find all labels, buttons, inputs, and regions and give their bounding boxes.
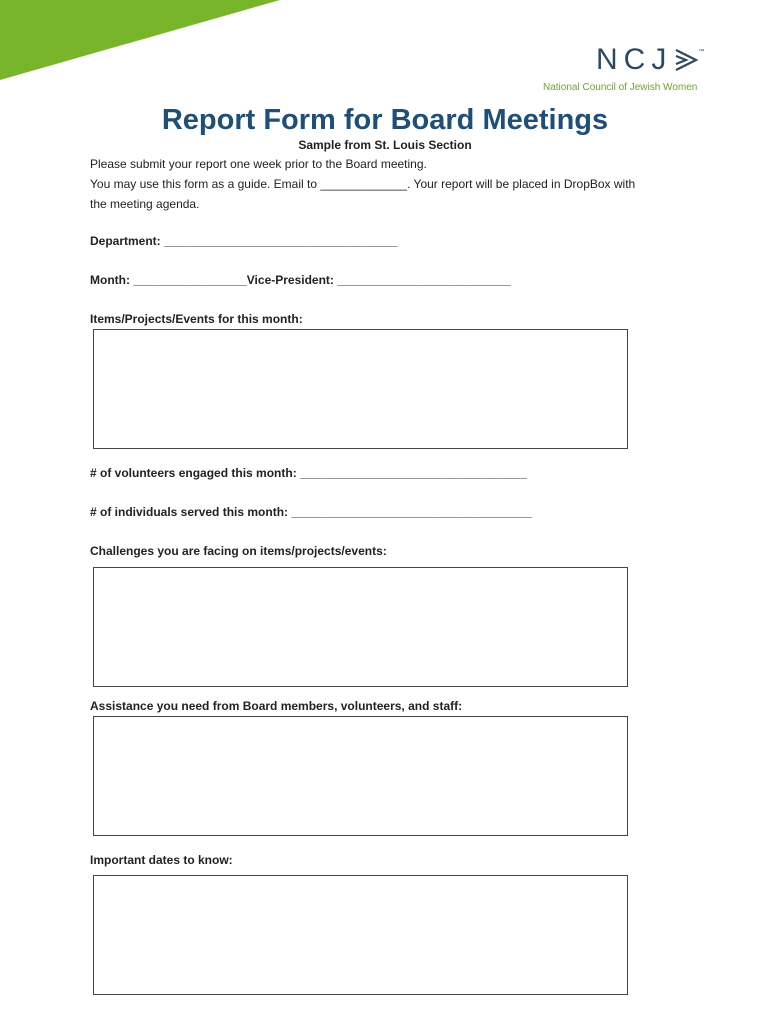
green-corner-banner [0, 0, 290, 90]
department-field[interactable]: Department: ___________________________________ [90, 234, 398, 248]
logo-mark [596, 44, 704, 76]
intro-line-1: Please submit your report one week prior to the Board meeting. [90, 157, 427, 171]
trademark-mark: ™ [698, 49, 705, 55]
assistance-textbox[interactable] [93, 716, 628, 836]
volunteers-field[interactable]: # of volunteers engaged this month: __________________________________ [90, 466, 527, 480]
logo-letters: NCJ [596, 43, 673, 76]
intro-text [90, 154, 690, 214]
page-subtitle: Sample from St. Louis Section [298, 138, 472, 152]
ncjw-logo [540, 43, 705, 94]
dates-textbox[interactable] [93, 875, 628, 995]
month-vice-president-field[interactable]: Month: _________________Vice-President: __________________________ [90, 273, 511, 287]
individuals-field[interactable]: # of individuals served this month: ____________________________________ [90, 505, 532, 519]
dates-label: Important dates to know: [90, 853, 233, 867]
org-name: National Council of Jewish Women [543, 82, 698, 93]
items-textbox[interactable] [93, 329, 628, 449]
items-label: Items/Projects/Events for this month: [90, 312, 303, 326]
challenges-label: Challenges you are facing on items/projects/events: [90, 544, 387, 558]
intro-line-3: the meeting agenda. [90, 197, 200, 211]
assistance-label: Assistance you need from Board members, volunteers, and staff: [90, 699, 463, 713]
intro-line-2: You may use this form as a guide. Email to _____________. Your report will be placed in DropBox with [90, 177, 636, 191]
challenges-textbox[interactable] [93, 567, 628, 687]
page-title: Report Form for Board Meetings [161, 104, 609, 136]
logo-w-icon [674, 47, 700, 73]
